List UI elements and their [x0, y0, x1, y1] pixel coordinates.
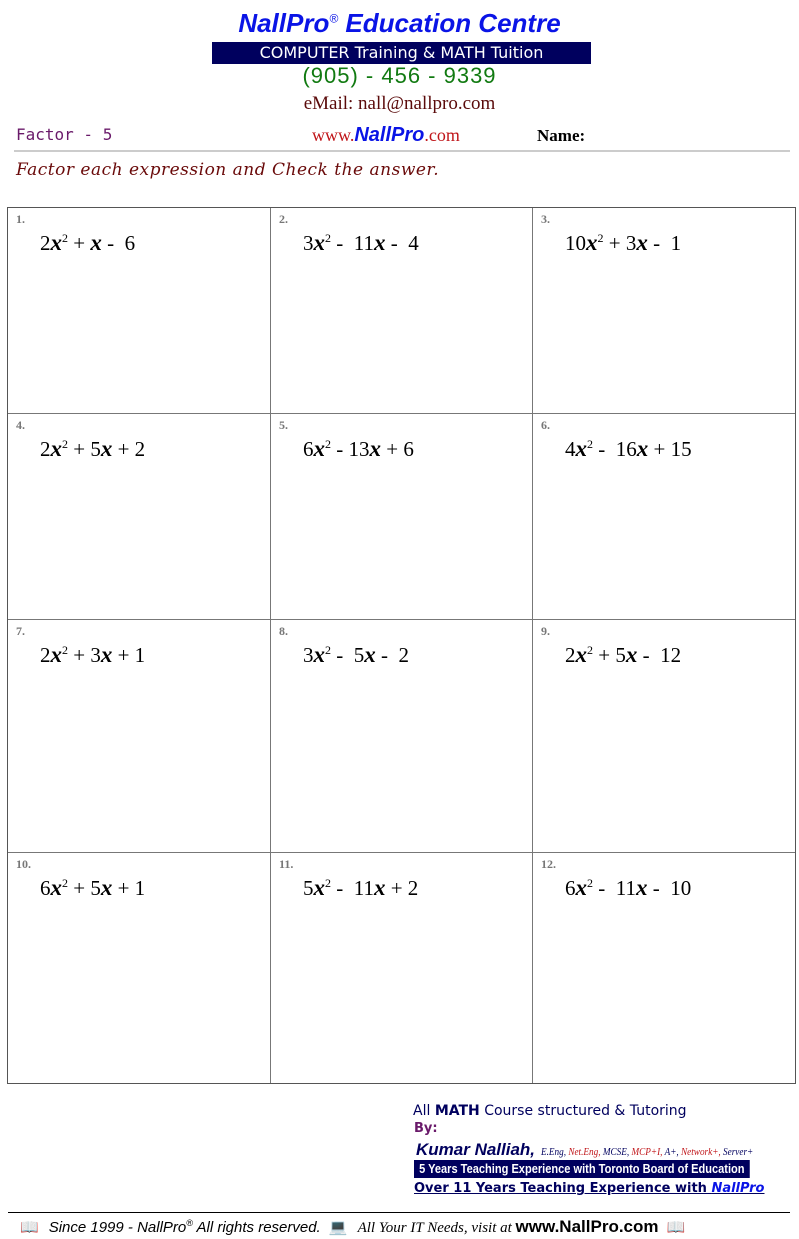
expression: [565, 642, 681, 668]
computer-icon: 💻: [328, 1219, 348, 1236]
exponent: 2: [587, 643, 593, 657]
problem-cell: [271, 853, 533, 1083]
variable: x: [50, 230, 62, 255]
problem-cell: [271, 208, 533, 414]
problem-number: 9.: [541, 624, 550, 638]
constant-term: - 1: [647, 231, 682, 255]
expression: [40, 875, 145, 901]
centre-title: [0, 8, 799, 39]
variable: x: [575, 436, 587, 461]
title-rest: Education Centre: [338, 8, 561, 38]
constant-term: - 10: [647, 876, 692, 900]
variable: x: [90, 230, 102, 255]
lead-coef: 2: [40, 231, 51, 255]
registered-mark: ®: [329, 11, 339, 26]
problem-number: 2.: [279, 212, 288, 226]
expression: [565, 230, 681, 256]
expression: [40, 642, 145, 668]
divider: [14, 150, 790, 152]
variable: x: [100, 642, 113, 667]
constant-term: + 6: [381, 437, 414, 461]
lead-coef: 4: [565, 437, 576, 461]
exponent: 2: [325, 876, 331, 890]
problem-cell: [8, 853, 271, 1083]
qualification: MCP+I,: [631, 1147, 665, 1158]
qualification: Net.Eng,: [568, 1147, 603, 1158]
brand: NallPro: [238, 8, 330, 38]
www-brand: NallPro: [354, 124, 425, 146]
exponent: 2: [597, 231, 604, 245]
nallpro-experience: [414, 1181, 765, 1196]
problem-cell: [533, 208, 795, 414]
qualification: E.Eng,: [541, 1147, 569, 1158]
credit-math: MATH: [434, 1103, 480, 1119]
qualifications: [541, 1147, 753, 1158]
author-line: [416, 1140, 772, 1160]
exponent: 2: [62, 231, 68, 245]
problem-number: 6.: [541, 418, 550, 432]
credit-c: Course structured & Tutoring: [479, 1103, 687, 1119]
constant-term: + 2: [112, 437, 146, 461]
exponent: 2: [587, 437, 593, 451]
expression: [303, 642, 409, 668]
exponent: 2: [62, 437, 68, 451]
variable: x: [625, 642, 638, 667]
qualification: Server+: [723, 1147, 754, 1158]
constant-term: + 15: [648, 437, 692, 461]
variable: x: [575, 875, 587, 900]
since: Since 1999 - NallPro: [48, 1219, 187, 1236]
book-icon: 📖: [666, 1219, 686, 1236]
problem-number: 12.: [541, 857, 556, 871]
variable: x: [50, 875, 62, 900]
website-link[interactable]: [312, 124, 460, 147]
lead-coef: 10: [565, 231, 586, 255]
www-suffix: .com: [424, 125, 460, 145]
expression: [303, 230, 419, 256]
book-icon: 📖: [20, 1219, 39, 1236]
qualification: MCSE,: [602, 1147, 632, 1158]
problem-cell: [8, 208, 271, 414]
expression: [565, 436, 692, 462]
problem-number: 7.: [16, 624, 25, 638]
variable: x: [373, 230, 386, 255]
variable: x: [636, 436, 649, 461]
lead-coef: 3: [303, 643, 314, 667]
rights: All rights reserved.: [192, 1219, 321, 1236]
problem-cell: [8, 620, 271, 853]
variable: x: [313, 875, 325, 900]
expression: [40, 436, 145, 462]
constant-term: - 12: [637, 643, 682, 667]
expression: [40, 230, 135, 256]
variable: x: [635, 875, 648, 900]
footer-site-link[interactable]: www.NallPro.com: [515, 1217, 659, 1236]
middle-term: - 16: [593, 437, 637, 461]
lead-coef: 5: [303, 876, 314, 900]
credit-line: [413, 1103, 687, 1119]
middle-term: + 5: [593, 643, 626, 667]
expression: [303, 875, 418, 901]
middle-term: - 11: [593, 876, 636, 900]
variable: x: [100, 875, 113, 900]
variable: x: [373, 875, 386, 900]
problem-number: 3.: [541, 212, 550, 226]
middle-term: - 11: [331, 876, 374, 900]
variable: x: [100, 436, 113, 461]
email: eMail: nall@nallpro.com: [303, 93, 496, 114]
problem-cell: [533, 414, 795, 620]
problem-cell: [271, 620, 533, 853]
variable: x: [369, 436, 381, 461]
variable: x: [313, 436, 325, 461]
credit-a: All: [413, 1103, 435, 1119]
middle-term: + 3: [603, 231, 637, 255]
qualification: A+,: [664, 1147, 682, 1158]
problem-cell: [533, 620, 795, 853]
name-label: Name:: [537, 126, 586, 145]
over-text: Over 11 Years Teaching Experience with: [414, 1181, 712, 1196]
footer-divider: [8, 1212, 790, 1213]
expression: [565, 875, 691, 901]
footer: [16, 1217, 695, 1237]
middle-term: - 5: [331, 643, 365, 667]
by-label: By:: [414, 1121, 438, 1136]
lead-coef: 3: [303, 231, 314, 255]
problem-number: 10.: [16, 857, 31, 871]
middle-term: + 5: [68, 876, 101, 900]
problem-grid: [7, 207, 796, 1084]
constant-term: - 4: [385, 231, 419, 255]
exponent: 2: [587, 876, 593, 890]
lead-coef: 6: [303, 437, 314, 461]
phone: (905) - 456 - 9339: [302, 63, 497, 88]
lead-coef: 2: [40, 643, 51, 667]
variable: x: [50, 642, 62, 667]
problem-number: 1.: [16, 212, 25, 226]
middle-term: + 5: [68, 437, 101, 461]
variable: x: [364, 642, 376, 667]
lead-coef: 2: [565, 643, 576, 667]
problem-number: 4.: [16, 418, 25, 432]
expression: [303, 436, 414, 462]
it-needs: All Your IT Needs, visit at: [357, 1220, 516, 1236]
constant-term: + 1: [112, 643, 146, 667]
middle-term: - 13: [331, 437, 370, 461]
problem-cell: [8, 414, 271, 620]
variable: x: [313, 642, 325, 667]
problem-cell: [271, 414, 533, 620]
exponent: 2: [325, 643, 331, 657]
middle-term: + 3: [68, 643, 101, 667]
footer-registered: ®: [186, 1218, 193, 1228]
qualification: Network+,: [681, 1147, 724, 1158]
problem-number: 8.: [279, 624, 288, 638]
instruction: Factor each expression and Check the answer.: [16, 160, 440, 180]
constant-term: - 2: [375, 643, 409, 667]
over-brand: NallPro: [711, 1181, 765, 1196]
worksheet-title: Factor - 5: [16, 125, 113, 144]
variable: x: [313, 230, 325, 255]
problem-number: 5.: [279, 418, 288, 432]
constant-term: - 6: [101, 231, 136, 255]
variable: x: [575, 642, 587, 667]
tbe-experience: 5 Years Teaching Experience with Toronto Board of Education: [414, 1160, 750, 1178]
exponent: 2: [62, 876, 68, 890]
constant-term: + 2: [385, 876, 419, 900]
variable: x: [636, 230, 648, 255]
variable: x: [50, 436, 62, 461]
exponent: 2: [325, 437, 331, 451]
problem-cell: [533, 853, 795, 1083]
middle-term: +: [68, 231, 91, 255]
exponent: 2: [62, 643, 68, 657]
exponent: 2: [325, 231, 331, 245]
lead-coef: 6: [565, 876, 576, 900]
author-name: Kumar Nalliah,: [416, 1140, 536, 1159]
constant-term: + 1: [112, 876, 146, 900]
banner: COMPUTER Training & MATH Tuition: [212, 42, 591, 64]
middle-term: - 11: [331, 231, 374, 255]
lead-coef: 2: [40, 437, 51, 461]
www-prefix: www.: [312, 125, 355, 145]
lead-coef: 6: [40, 876, 51, 900]
problem-number: 11.: [279, 857, 294, 871]
variable: x: [586, 230, 598, 255]
